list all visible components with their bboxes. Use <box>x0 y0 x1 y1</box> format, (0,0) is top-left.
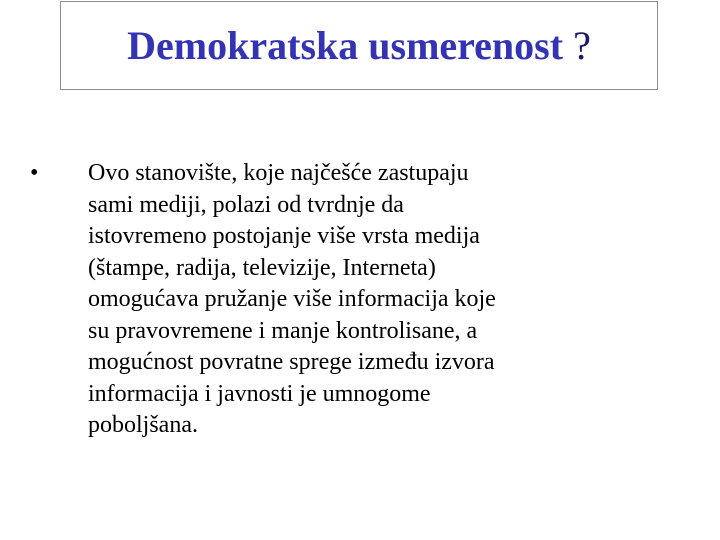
slide-title-question-mark: ? <box>563 22 591 68</box>
slide-title-text: Demokratska usmerenost <box>127 22 564 68</box>
slide-title <box>127 22 591 68</box>
bullet-item <box>30 158 670 442</box>
bullet-symbol: • <box>30 160 39 186</box>
bullet-text: Ovo stanovište, koje najčešće zastupaju sami mediji, polazi od tvrdnje da istovremeno postojanje više vrsta medija (štampe, radija, televizije, Interneta) omogućava pružanje više informacija koje su pravovremene i manje kontrolisane, a mogućnost povratne sprege između izvora informacija i javnosti je umnogome poboljšana. <box>88 160 496 438</box>
title-box <box>60 1 658 90</box>
slide-body <box>30 158 670 442</box>
